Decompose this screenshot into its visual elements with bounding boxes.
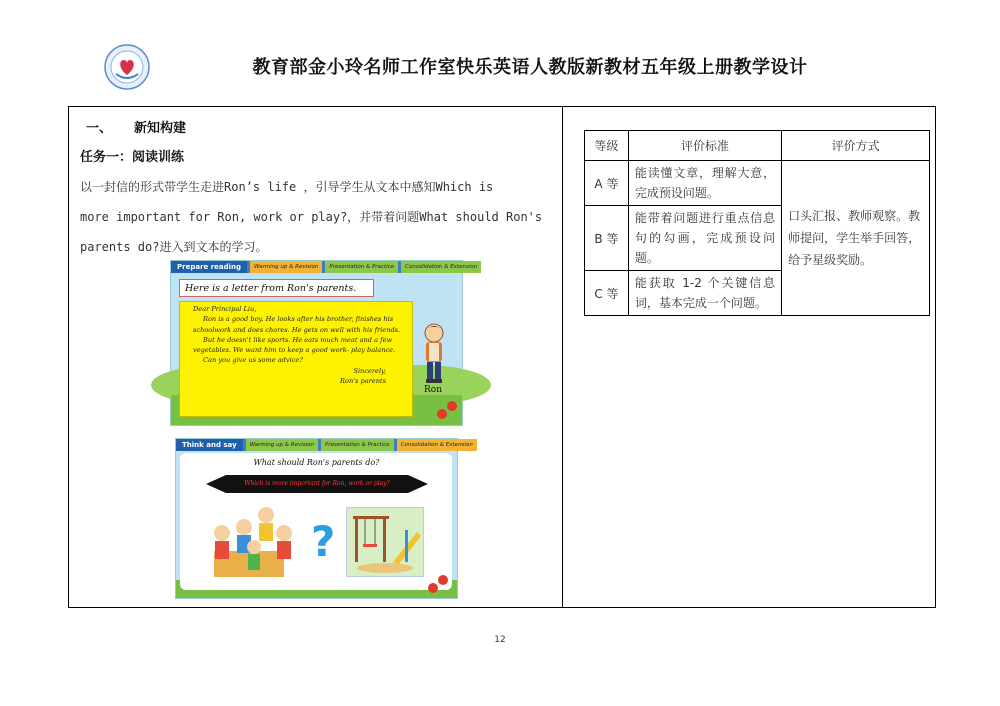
header-grade: 等级 bbox=[585, 131, 629, 161]
slide-tab: Presentation & Practice bbox=[321, 439, 394, 451]
slide-question: What should Ron's parents do? bbox=[253, 458, 380, 467]
criterion-cell: 能获取 1-2 个关键信息词，基本完成一个问题。 bbox=[628, 271, 781, 316]
task-heading: 任务一：阅读训练 bbox=[80, 150, 185, 165]
letter-greeting: Dear Principal Liu, bbox=[193, 305, 257, 313]
evaluation-table bbox=[584, 130, 930, 316]
letter-slide-image bbox=[170, 260, 478, 426]
slide-tab-title: Prepare reading bbox=[171, 261, 247, 273]
task-description-line: 以一封信的形式带学生走进Ron’s life ，引导学生从文本中感知Which is bbox=[80, 180, 494, 194]
slide-tab-title: Think and say bbox=[176, 439, 243, 451]
slide-tab: Warming up & Revision bbox=[246, 439, 318, 451]
ron-character-illustration bbox=[417, 321, 451, 389]
slide-tab: Consolidation & Extension bbox=[397, 439, 477, 451]
playground-illustration bbox=[346, 507, 424, 577]
slide-tab-bar bbox=[176, 439, 473, 451]
slide-tab: Warming up & Revision bbox=[250, 261, 322, 273]
flower-decoration bbox=[437, 409, 447, 419]
letter-closing: Sincerely, bbox=[353, 366, 386, 375]
section-title: 新知构建 bbox=[134, 121, 187, 136]
task-description-line: parents do?进入到文本的学习。 bbox=[80, 240, 268, 254]
letter-line: But he doesn't like sports. He eats much meat and a few vegetables. We want him to keep a good work- play balance. bbox=[193, 335, 396, 355]
table-header-row bbox=[585, 131, 930, 161]
header-method: 评价方式 bbox=[782, 131, 930, 161]
task-description bbox=[80, 172, 558, 262]
page-number: 12 bbox=[494, 635, 506, 645]
flower-decoration bbox=[447, 401, 457, 411]
task-description-line: more important for Ron, work or play?，并带着问题What should Ron's bbox=[80, 210, 543, 224]
question-mark-icon: ? bbox=[311, 517, 336, 566]
letter-body bbox=[179, 301, 413, 417]
flower-decoration bbox=[428, 583, 438, 593]
section-number: 一、 bbox=[86, 121, 113, 136]
section-heading bbox=[86, 117, 186, 136]
letter-heading: Here is a letter from Ron's parents. bbox=[179, 279, 374, 297]
slide-tab: Presentation & Practice bbox=[325, 261, 398, 273]
grade-cell: C 等 bbox=[585, 271, 629, 316]
header-criterion: 评价标准 bbox=[628, 131, 781, 161]
letter-signature: Ron's parents bbox=[340, 377, 386, 386]
table-row bbox=[585, 161, 930, 206]
kids-illustration bbox=[204, 503, 302, 583]
document-title: 教育部金小玲名师工作室快乐英语人教版新教材五年级上册教学设计 bbox=[252, 57, 808, 78]
criterion-cell: 能读懂文章，理解大意，完成预设问题。 bbox=[628, 161, 781, 206]
letter-line: Can you give us some advice? bbox=[203, 356, 303, 365]
think-and-say-slide-image bbox=[175, 438, 473, 599]
grade-cell: B 等 bbox=[585, 206, 629, 271]
question-banner-text: Which is more important for Ron, work or play? bbox=[244, 480, 390, 487]
flower-decoration bbox=[438, 575, 448, 585]
column-divider bbox=[562, 106, 563, 608]
grade-cell: A 等 bbox=[585, 161, 629, 206]
slide-tab-bar bbox=[171, 261, 478, 273]
slide-tab: Consolidation & Extension bbox=[401, 261, 481, 273]
criterion-cell: 能带着问题进行重点信息句的勾画，完成预设问题。 bbox=[628, 206, 781, 271]
ron-label: Ron bbox=[424, 385, 442, 395]
letter-line: Ron is a good boy. He looks after his brother, finishes his schoolwork and does chores. He gets on well with his friends. bbox=[193, 315, 401, 334]
method-cell: 口头汇报、教师观察。教师提问，学生举手回答，给予星级奖励。 bbox=[782, 161, 930, 316]
